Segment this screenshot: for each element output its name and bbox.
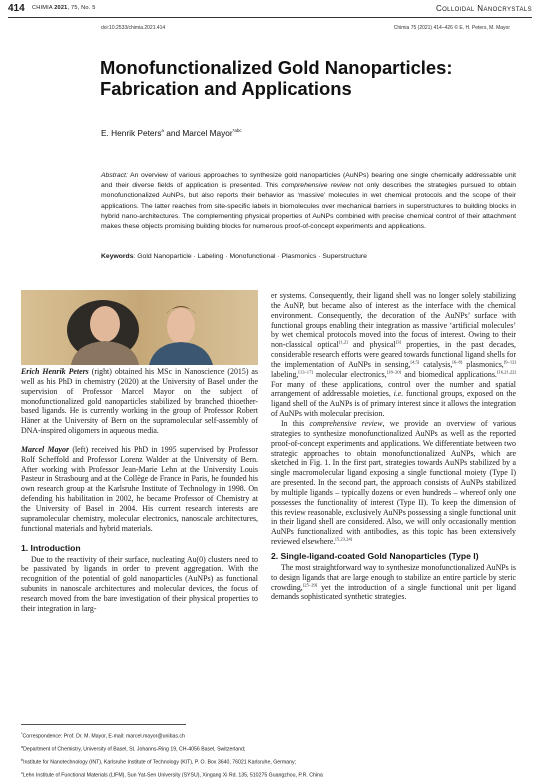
author-line: E. Henrik Peters$^a$ and Marcel Mayor$^{*abc}$ xyxy=(101,128,242,138)
abstract: Abstract: An overview of various approaches to synthesize gold nanoparticles (AuNPs) bearing one single chemically addressable unit and their diverse fields of application is presented. This comprehensive review not only describes the strategies pursued to obtain monofunctionalized AuNPs, but also reports their behavior as ‘massive’ molecules in wet chemical protocols and the scope of their applications. The latter reaches from site-specific labels in biomolecules over mechanical barriers in superstructures to building blocks in hybrid nano-architectures. The complementing physical properties of AuNPs combined with precise chemical control of their attachment makes these objects promising building blocks for numerous proof-of-concept experiments and applications. xyxy=(101,172,517,231)
section-heading-introduction: 1. Introduction xyxy=(21,542,81,553)
author-photo xyxy=(21,290,258,365)
footnotes xyxy=(21,729,516,781)
reference[interactable]: [25–29] xyxy=(302,582,318,587)
section-heading-type-one: 2. Single-ligand-coated Gold Nanoparticles (Type I) xyxy=(271,550,479,561)
reference[interactable]: [1,2] xyxy=(338,339,348,345)
reference[interactable]: [13–17] xyxy=(298,369,313,375)
review-scope-paragraph: In this comprehensive review, we provide an overview of various strategies to synthesize monofunctionalized AuNPs as well as the reported proof-of-concept experiments and applications. We differentiate between two strategic approaches to obtain monofunctionalized AuNPs, which are sketched in Fig. 1. In the first part, strategies towards AuNPs stabilized by a single macromolecular ligand exposing a single functional moiety (Type I) are presented. In the second part, the approach consists of AuNPs stabilized by multiple ligands – typically dozens or even hundreds – whereof only one possesses the functionality of interest (Type II). To keep the dimension of this review reasonable, exclusively AuNPs possessing a single functional unit in their ligand shell are considered. Also, we will only occasionally mention AuNPs functionalized with antibodies, as this topic has been extensively reviewed elsewhere.[5,23,24] xyxy=(271,418,517,547)
author-mayor: Marcel Mayor xyxy=(182,128,233,138)
intro-paragraph: Due to the reactivity of their surface, nucleating Au(0) clusters need to be passivated by ligands in order to prevent aggregation. With the recognition of the potential of gold nanoparticles (AuNPs) as functional subunits in nanoscale architectures and molecular devices, the focus of research moved from the bare investigation of their physical properties to their integration in larg- xyxy=(21,554,258,613)
footnote-affiliation-b: $^b$Institute for Nanotechnology (INT), Karlsruhe Institute of Technology (KIT), P. O. Box 3640, 76021 Karlsruhe, Germany; xyxy=(21,757,296,766)
header-rule xyxy=(8,17,532,18)
copyright-line: Chimia 75 (2021) 414–426 © E. H. Peters, M. Mayor xyxy=(393,25,510,31)
reference[interactable]: [18–20] xyxy=(386,369,402,375)
section-name: Colloidal Nanocrystals xyxy=(435,4,532,13)
intro-paragraph-continued: er systems. Consequently, their ligand shell was no longer solely stabilizing the AuNP, but became also of interest as the interface with the chemical environment. Consequently, the decoration of the AuNPs’ surface with functional groups enabling their integration as massive ‘artificial molecules’ by wet chemical protocols moved into the focus of interest. Owing to their non-classical optical[1,2] and physical[3] properties, in the past decades, considerable research efforts were geared towards functional ligand shells for the implementation of AuNPs in sensing,[4,5] catalysis,[6–8] plasmonics,[9–12] labeling,[13–17] molecular electronics,[18–20] and biomedical applications.[16,21,22] For many of these applications, control over the number and spatial arrangement of addressable moieties, i.e. functional groups, exposed on the ligand shell of the AuNPs is of primary interest since it allows the integration of AuNPs with molecular precision. xyxy=(271,291,517,419)
running-header xyxy=(8,3,532,17)
article-title: Monofunctionalized Gold Nanoparticles: Fabrication and Applications xyxy=(100,57,453,99)
page-number: 414 xyxy=(8,3,25,14)
right-column xyxy=(271,291,516,602)
reference[interactable]: [16,21,22] xyxy=(496,369,517,375)
footnote-rule xyxy=(21,724,186,725)
footnote-affiliation-c: $^c$Lehn Institute of Functional Materials (LIFM), Sun Yat-Sen University (SYSU), Xingang Xi Rd. 135, 510275 Guangzhou, P.R. China xyxy=(21,770,323,779)
reference[interactable]: [3] xyxy=(395,339,402,345)
reference[interactable]: [6–8] xyxy=(452,359,463,365)
keywords: Keywords: Gold Nanoparticle · Labeling · Monofunctional · Plasmonics · Superstructure xyxy=(101,253,367,260)
author-photo-image xyxy=(21,290,258,365)
reference[interactable]: [4,5] xyxy=(410,359,420,365)
left-column xyxy=(21,367,258,614)
abstract-label: Abstract: xyxy=(101,172,128,179)
author-peters: E. Henrik Peters xyxy=(101,128,162,138)
reference[interactable]: [5,23,24] xyxy=(335,536,353,542)
bio-peters: Erich Henrik Peters (right) obtained his MSc in Nanoscience (2015) as well as his PhD in chemistry (2020) at the University of Basel under the supervision of Professor Marcel Mayor on the subject of monofunctionalized gold nanoparticles stabilized by branched thioether-based ligands. He is currently working in the group of Professor Robert Häner at the University of Bern on the supramolecular self-assembly of DNA-inspired oligomers in aqueous media. xyxy=(21,367,258,436)
type-one-paragraph: The most straightforward way to synthesize monofunctionalized AuNPs is to design ligands that are large enough to stabilize an entire particle by steric crowding,[25–29] yet the introduction of a single functional unit per ligand demands sophisticated synthetic strategies. xyxy=(271,562,516,602)
journal-citation: CHIMIA 2021, 75, No. 5 xyxy=(32,5,96,11)
reference[interactable]: [9–12] xyxy=(503,359,517,365)
footnote-correspondence: *Correspondence: Prof. Dr. M. Mayor, E-mail: marcel.mayor@unibas.ch xyxy=(21,732,185,740)
doi[interactable]: doi:10.2533/chimia.2021.414 xyxy=(101,25,166,31)
footnote-affiliation-a: $^a$Department of Chemistry, University of Basel, St. Johanns-Ring 19, CH-4056 Basel, Switzerland; xyxy=(21,744,246,753)
bio-mayor: Marcel Mayor (left) received his PhD in 1995 supervised by Professor Rolf Scheffold and Professor Lorenz Walder at the University of Bern. After working with Professor Jean-Marie Lehn at the University Louis Pasteur in Strasbourg and at the Collège de France in Paris, he founded his own research group at the Karlsruhe Institute of Technology in 1998. On defending his habilitation in 2002, he became Professor of Chemistry at the University of Basel in 2004. His current research interests are supramolecular chemistry, molecular electronics, nanoscale architectures, functional materials and hybrid materials. xyxy=(21,444,258,533)
keywords-label: Keywords xyxy=(101,253,134,260)
